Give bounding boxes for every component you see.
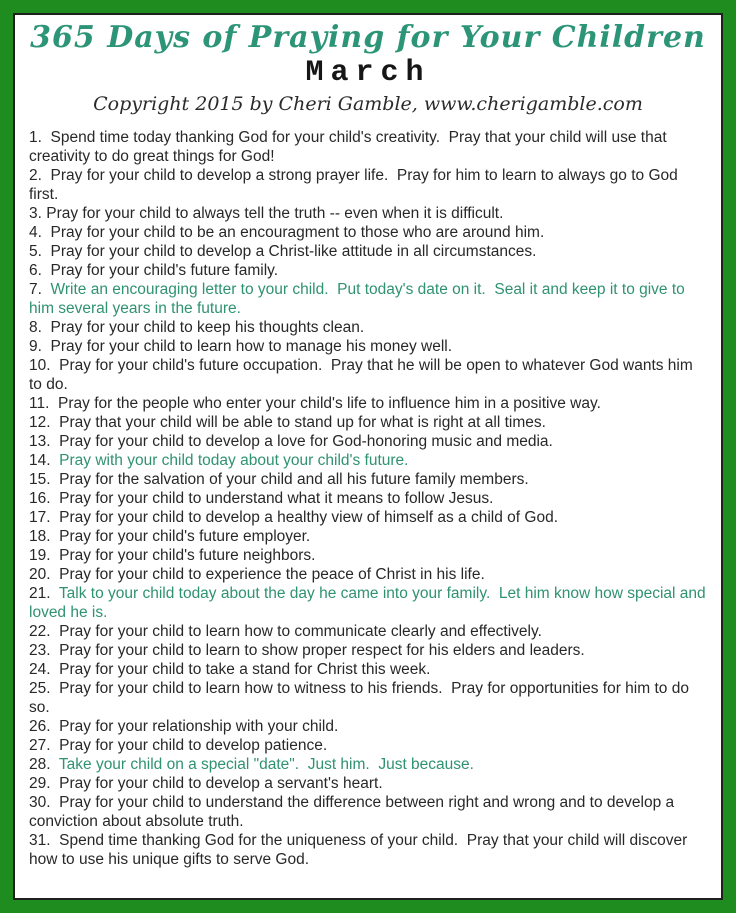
document-sheet [13, 13, 723, 900]
prayer-item [29, 470, 707, 489]
item-text: Take your child on a special "date". Just him. Just because. [58, 756, 474, 773]
item-text: Write an encouraging letter to your child. Put today's date on it. Seal it and keep it to give to him several years in the future. [29, 281, 690, 317]
item-text: Pray for your child to develop a love for God-honoring music and media. [59, 433, 553, 450]
item-number: 20. [29, 566, 60, 583]
prayer-item [29, 565, 707, 584]
item-text: Pray for your child to learn how to manage his money well. [50, 338, 453, 355]
item-text: Pray for your child to learn to show proper respect for his elders and leaders. [59, 642, 585, 659]
item-number: 12. [29, 414, 60, 431]
item-text: Pray for your child's future occupation. Pray that he will be open to whatever God wants him to do. [29, 357, 698, 393]
item-text: Talk to your child today about the day he came into your family. Let him know how special and loved he is. [29, 585, 710, 621]
item-text: Pray for your child's future neighbors. [59, 547, 316, 564]
item-text: Spend time thanking God for the uniqueness of your child. Pray that your child will discover how to use his unique gifts to serve God. [29, 832, 692, 868]
prayer-item [29, 318, 707, 337]
item-text: Pray for your child to learn how to communicate clearly and effectively. [59, 623, 542, 640]
item-number: 27. [29, 737, 60, 754]
item-text: Spend time today thanking God for your child's creativity. Pray that your child will use that creativity to do great things for God! [29, 129, 671, 165]
item-text: Pray for the people who enter your child's life to influence him in a positive way. [58, 395, 601, 412]
page-title: 365 Days of Praying for Your Children [30, 20, 706, 55]
prayer-item [29, 280, 707, 318]
item-number: 5. [29, 243, 51, 260]
item-number: 24. [29, 661, 60, 678]
prayer-item [29, 508, 707, 527]
prayer-list [29, 128, 710, 869]
item-number: 1. [29, 129, 51, 146]
item-text: Pray for your child to develop a healthy view of himself as a child of God. [59, 509, 559, 526]
prayer-item [29, 451, 707, 470]
item-number: 9. [29, 338, 51, 355]
item-number: 14. [29, 452, 60, 469]
item-number: 15. [29, 471, 60, 488]
prayer-item [29, 204, 707, 223]
prayer-item [29, 793, 707, 831]
item-number: 28. [29, 756, 59, 773]
item-text: Pray for your child to develop a strong prayer life. Pray for him to learn to always go to God first. [29, 167, 683, 203]
prayer-item [29, 527, 707, 546]
prayer-item [29, 223, 707, 242]
prayer-item [29, 679, 707, 717]
prayer-item [29, 755, 707, 774]
item-number: 13. [29, 433, 60, 450]
prayer-item [29, 622, 707, 641]
prayer-item [29, 242, 707, 261]
prayer-item [29, 261, 707, 280]
prayer-item [29, 641, 707, 660]
item-text: Pray for your child to develop a Christ-like attitude in all circumstances. [50, 243, 537, 260]
item-number: 30. [29, 794, 60, 811]
item-number: 4. [29, 224, 51, 241]
item-text: Pray for your relationship with your child. [59, 718, 339, 735]
item-number: 19. [29, 547, 60, 564]
item-text: Pray for your child to develop patience. [59, 737, 328, 754]
item-text: Pray for your child to learn how to witness to his friends. Pray for opportunities for him to do so. [29, 680, 694, 716]
month-heading: March [305, 56, 431, 90]
item-number: 11. [29, 395, 59, 412]
item-number: 6. [29, 262, 51, 279]
item-number: 2. [29, 167, 51, 184]
item-text: Pray for your child to understand what it means to follow Jesus. [59, 490, 494, 507]
item-number: 17. [29, 509, 60, 526]
prayer-item [29, 356, 707, 394]
prayer-item [29, 736, 707, 755]
prayer-item [29, 337, 707, 356]
prayer-item [29, 413, 707, 432]
item-text: Pray for your child to be an encouragment to those who are around him. [50, 224, 545, 241]
prayer-item [29, 432, 707, 451]
item-number: 21. [29, 585, 59, 602]
prayer-item [29, 717, 707, 736]
item-number: 8. [29, 319, 51, 336]
item-text: Pray for your child's future family. [50, 262, 279, 279]
item-number: 31. [29, 832, 60, 849]
item-text: Pray for your child to develop a servant's heart. [59, 775, 383, 792]
item-text: Pray for your child to take a stand for Christ this week. [59, 661, 431, 678]
item-number: 25. [29, 680, 60, 697]
item-number: 16. [29, 490, 60, 507]
item-text: Pray with your child today about your child's future. [59, 452, 409, 469]
prayer-item [29, 584, 710, 622]
prayer-item [29, 774, 707, 793]
item-number: 10. [29, 357, 60, 374]
item-number: 23. [29, 642, 60, 659]
copyright-line: Copyright 2015 by Cheri Gamble, www.cherigamble.com [93, 93, 643, 115]
item-number: 22. [29, 623, 60, 640]
prayer-item [29, 128, 707, 166]
prayer-item [29, 546, 707, 565]
item-text: Pray for the salvation of your child and all his future family members. [59, 471, 529, 488]
item-text: Pray for your child to experience the peace of Christ in his life. [59, 566, 485, 583]
item-number: 7. [29, 281, 51, 298]
prayer-item [29, 489, 707, 508]
prayer-item [29, 394, 707, 413]
prayer-item [29, 831, 707, 869]
item-text: Pray for your child's future employer. [59, 528, 311, 545]
item-number: 29. [29, 775, 60, 792]
item-text: Pray for your child to understand the difference between right and wrong and to develop a conviction about absolute truth. [29, 794, 679, 830]
item-text: Pray for your child to always tell the truth -- even when it is difficult. [46, 205, 504, 222]
item-number: 18. [29, 528, 60, 545]
prayer-item [29, 660, 707, 679]
item-number: 3. [29, 205, 47, 222]
item-text: Pray for your child to keep his thoughts clean. [50, 319, 365, 336]
item-text: Pray that your child will be able to stand up for what is right at all times. [59, 414, 546, 431]
prayer-item [29, 166, 707, 204]
item-number: 26. [29, 718, 60, 735]
